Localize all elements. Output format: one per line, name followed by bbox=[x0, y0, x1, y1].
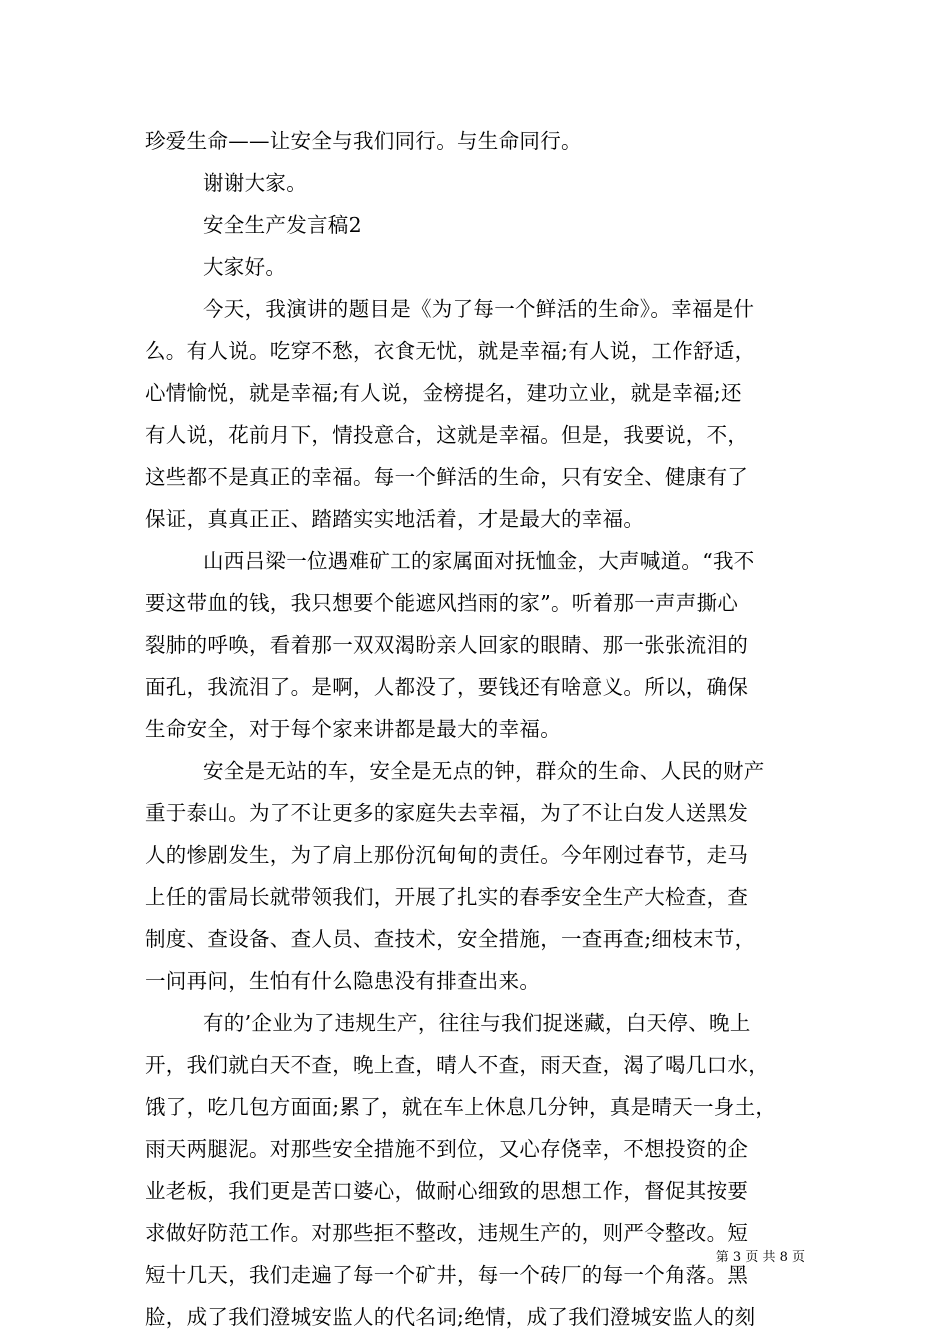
text-line: 要这带血的钱，我只想要个能遮风挡雨的家”。听着那一声声撕心 bbox=[145, 591, 739, 615]
text-line: 生命安全，对于每个家来讲都是最大的幸福。 bbox=[145, 717, 561, 741]
text-line: 制度、查设备、查人员、查技术，安全措施，一查再查;细枝末节， bbox=[145, 927, 756, 951]
text-line: 求做好防范工作。对那些拒不整改，违规生产的，则严令整改。短 bbox=[145, 1221, 749, 1245]
text-line: 脸，成了我们澄城安监人的代名词;绝情，成了我们澄城安监人的刻 bbox=[145, 1305, 756, 1329]
document-body bbox=[145, 120, 805, 1338]
text-line: 重于泰山。为了不让更多的家庭失去幸福，为了不让白发人送黑发 bbox=[145, 801, 749, 825]
text-line: 这些都不是真正的幸福。每一个鲜活的生命，只有安全、健康有了 bbox=[145, 465, 749, 489]
text-line: 大家好。 bbox=[203, 255, 287, 279]
text-line: 饿了，吃几包方面面;累了，就在车上休息几分钟，真是晴天一身土， bbox=[145, 1095, 777, 1119]
section-title: 安全生产发言稿2 bbox=[203, 213, 362, 237]
text-line: 裂肺的呼唤，看着那一双双渴盼亲人回家的眼睛、那一张张流泪的 bbox=[145, 633, 749, 657]
text-line: 谢谢大家。 bbox=[203, 171, 307, 195]
text-line: 今天，我演讲的题目是《为了每一个鲜活的生命》。幸福是什 bbox=[203, 297, 755, 321]
text-line: 一问再问，生怕有什么隐患没有排查出来。 bbox=[145, 969, 541, 993]
text-line: 保证，真真正正、踏踏实实地活着，才是最大的幸福。 bbox=[145, 507, 645, 531]
text-line: 安全是无站的车，安全是无点的钟，群众的生命、人民的财产 bbox=[203, 759, 765, 783]
text-line: 业老板，我们更是苦口婆心，做耐心细致的思想工作，督促其按要 bbox=[145, 1179, 749, 1203]
text-line: 上任的雷局长就带领我们，开展了扎实的春季安全生产大检查，查 bbox=[145, 885, 749, 909]
text-line: 开，我们就白天不查，晚上查，晴人不查，雨天查，渴了喝几口水， bbox=[145, 1053, 769, 1077]
text-line: 人的惨剧发生，为了肩上那份沉甸甸的责任。今年刚过春节，走马 bbox=[145, 843, 749, 867]
text-line: 有人说，花前月下，情投意合，这就是幸福。但是，我要说，不， bbox=[145, 423, 749, 447]
text-line: 山西吕梁一位遇难矿工的家属面对抚恤金，大声喊道。“我不 bbox=[203, 549, 755, 573]
text-line: 珍爱生命——让安全与我们同行。与生命同行。 bbox=[145, 129, 582, 153]
text-line: 有的’企业为了违规生产，往往与我们捉迷藏，白天停、晚上 bbox=[203, 1011, 751, 1035]
text-line: 雨天两腿泥。对那些安全措施不到位，又心存侥幸，不想投资的企 bbox=[145, 1137, 749, 1161]
text-line: 短十几天，我们走遍了每一个矿井，每一个砖厂的每一个角落。黑 bbox=[145, 1263, 749, 1287]
page-number: 第 3 页 共 8 页 bbox=[715, 1250, 805, 1265]
text-line: 心情愉悦，就是幸福;有人说，金榜提名，建功立业，就是幸福;还 bbox=[145, 381, 742, 405]
text-line: 么。有人说。吃穿不愁，衣食无忧，就是幸福;有人说，工作舒适， bbox=[145, 339, 756, 363]
text-line: 面孔，我流泪了。是啊，人都没了，要钱还有啥意义。所以，确保 bbox=[145, 675, 749, 699]
